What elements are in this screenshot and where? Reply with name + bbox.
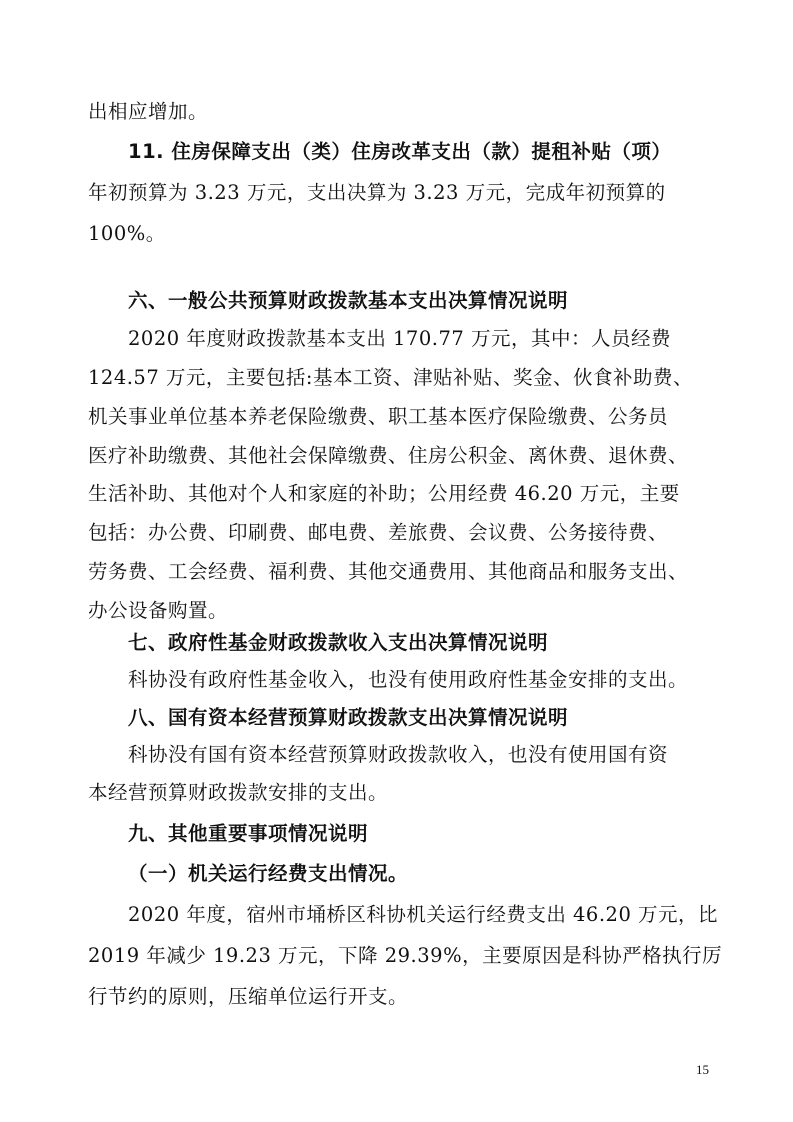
paragraph-line: 2020 年度财政拨款基本支出 170.77 万元，其中：人员经费 bbox=[128, 327, 671, 350]
paragraph-line: 医疗补助缴费、其他社会保障缴费、住房公积金、离休费、退休费、 bbox=[88, 444, 689, 467]
section-heading: 八、国有资本经营预算财政拨款支出决算情况说明 bbox=[128, 706, 569, 729]
paragraph-line: 生活补助、其他对个人和家庭的补助；公用经费 46.20 万元，主要 bbox=[88, 482, 680, 505]
item-heading: 11. 住房保障支出（类）住房改革支出（款）提租补贴（项） bbox=[128, 140, 672, 163]
paragraph-line: 行节约的原则，压缩单位运行开支。 bbox=[88, 985, 409, 1008]
paragraph-line: 100%。 bbox=[88, 222, 166, 245]
page-number: 15 bbox=[696, 1062, 709, 1077]
paragraph-line: 包括：办公费、印刷费、邮电费、差旅费、会议费、公务接待费、 bbox=[88, 521, 669, 544]
paragraph-line: 年初预算为 3.23 万元，支出决算为 3.23 万元，完成年初预算的 bbox=[88, 181, 666, 204]
paragraph-line: 出相应增加。 bbox=[88, 100, 209, 123]
section-heading: 六、一般公共预算财政拨款基本支出决算情况说明 bbox=[128, 289, 569, 312]
section-heading: 九、其他重要事项情况说明 bbox=[128, 822, 369, 845]
paragraph-line: 2020 年度，宿州市埇桥区科协机关运行经费支出 46.20 万元，比 bbox=[128, 903, 719, 926]
paragraph-line: 124.57 万元，主要包括:基本工资、津贴补贴、奖金、伙食补助费、 bbox=[88, 366, 693, 389]
paragraph-line: 本经营预算财政拨款安排的支出。 bbox=[88, 781, 389, 804]
paragraph-line: 科协没有政府性基金收入，也没有使用政府性基金安排的支出。 bbox=[128, 668, 689, 691]
section-heading: 七、政府性基金财政拨款收入支出决算情况说明 bbox=[128, 631, 549, 654]
paragraph-line: 机关事业单位基本养老保险缴费、职工基本医疗保险缴费、公务员 bbox=[88, 405, 669, 428]
paragraph-line: 2019 年减少 19.23 万元，下降 29.39%，主要原因是科协严格执行厉 bbox=[88, 944, 723, 967]
paragraph-line: 劳务费、工会经费、福利费、其他交通费用、其他商品和服务支出、 bbox=[88, 560, 689, 583]
paragraph-line: 办公设备购置。 bbox=[88, 599, 229, 622]
subsection-heading: （一）机关运行经费支出情况。 bbox=[128, 862, 409, 885]
paragraph-line: 科协没有国有资本经营预算财政拨款收入，也没有使用国有资 bbox=[128, 743, 669, 766]
